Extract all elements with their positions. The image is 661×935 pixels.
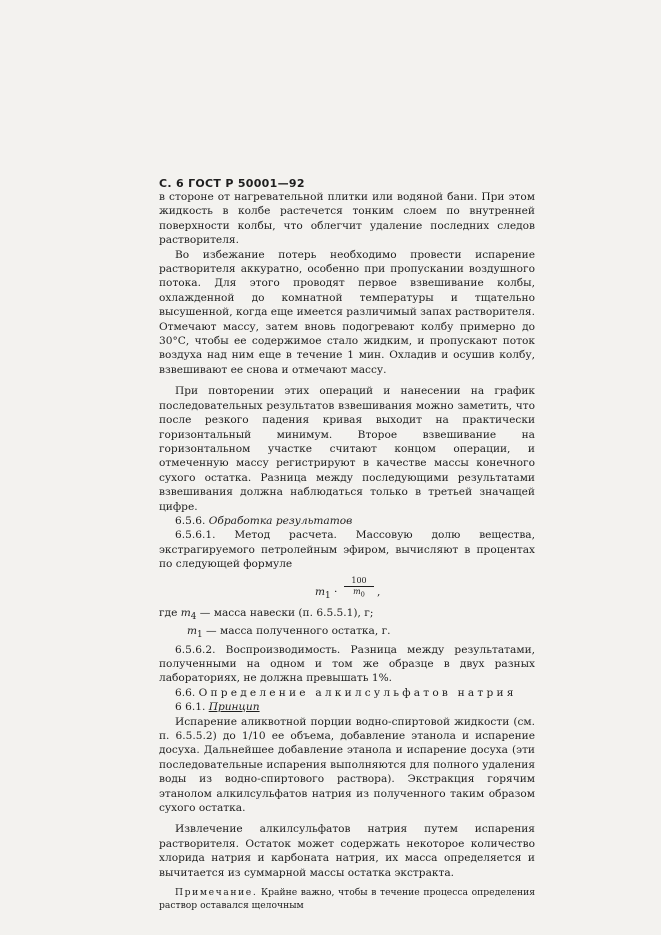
section-title: Принцип: [208, 701, 260, 714]
section-heading-6-5-6: [159, 514, 535, 528]
section-number: 6.6.: [175, 686, 196, 699]
note-text: Крайне важно, чтобы в течение процесса определения раствор оставался щелочным: [159, 887, 535, 912]
clause-number: 6.5.6.2.: [175, 643, 216, 656]
paragraph-6-5-6-1: [159, 528, 535, 571]
section-heading-6-6: [159, 686, 535, 700]
page-body: [159, 190, 535, 912]
clause-number: 6.5.6.1.: [175, 529, 216, 542]
formula: [159, 576, 535, 604]
note: [159, 886, 535, 912]
paragraph-principle-2: Извлечение алкилсульфатов натрия путем испарения растворителя. Остаток может содержать некоторое количество хлорида натрия и карбоната натрия, их масса определяется и вычитается из суммарной массы остатка экстракта.: [159, 823, 535, 879]
section-heading-6-6-1: [159, 700, 535, 714]
definition-m1: $m_1$ — масса полученного остатка, г.: [187, 625, 391, 641]
formula-lhs: $m_1$ ·: [315, 585, 338, 601]
formula-denominator: $m_0$: [353, 586, 365, 599]
section-number: 6.5.6.: [175, 514, 206, 527]
section-title: Обработка результатов: [208, 514, 353, 527]
formula-numerator: 100: [344, 576, 374, 587]
clause-text: Метод расчета. Массовую долю вещества, экстрагируемого петролейным эфиром, вычисляют в процентах по следующей формуле: [159, 529, 535, 571]
paragraph-principle-1: Испарение аликвотной порции водно-спиртовой жидкости (см. п. 6.5.5.2) до 1/10 ее объема, добавление этанола и испарение досуха. Дальнейшее добавление этанола и испарение досуха (эти последовательные испарения выполняются для полного удаления воды из водно-спиртового раствора). Экстракция горячим этанолом алкилсульфатов натрия из полученного таким образом сухого остатка.: [159, 715, 535, 815]
fraction-one-tenth: 1/10: [241, 730, 266, 743]
definition-m4: где $m_4$ — масса навески (п. 6.5.5.1), г;: [159, 606, 374, 622]
formula-fraction: [344, 576, 374, 600]
paragraph-continuation: в стороне от нагревательной плитки или водяной бани. При этом жидкость в колбе растечется тонким слоем по внутренней поверхности колбы, что облегчит удаление последних следов растворителя.: [159, 191, 535, 247]
paragraph-6-5-6-2: [159, 643, 535, 686]
paragraph-repetition: При повторении этих операций и нанесении на график последовательных результатов взвешивания можно заметить, что после резкого падения кривая выходит на практически горизонтальный минимум. Второе взвешивание на горизонтальном участке считают концом операции, и отмеченную массу регистрируют в качестве массы конечного сухого остатка. Разница между последующими результатами взвешивания должна наблюдаться только в третьей значащей цифре.: [159, 385, 535, 513]
clause-text: Воспроизводимость. Разница между результатами, полученными на одном и том же образце в двух разных лабораториях, не должна превышать 1%.: [159, 643, 535, 685]
running-head: С. 6 ГОСТ Р 50001—92: [159, 177, 305, 190]
section-number: 6 6.1.: [175, 701, 206, 714]
paragraph-evaporation: Во избежание потерь необходимо провести испарение растворителя аккуратно, особенно при пропускании воздушного потока. Для этого проводят первое взвешивание колбы, охлажденной до комнатной температуры и тщательно высушенной, когда еще имеется различимый запах растворителя. Отмечают массу, затем вновь подогревают колбу примерно до 30°С, чтобы ее содержимое стало жидким, и пропускают поток воздуха над ним еще в течение 1 мин. Охладив и осушив колбу, взвешивают ее снова и отмечают массу.: [159, 248, 535, 376]
section-title: Определение алкилсульфатов натрия: [198, 686, 517, 699]
note-label: Примечание.: [175, 887, 258, 899]
formula-tail: ,: [377, 585, 381, 598]
